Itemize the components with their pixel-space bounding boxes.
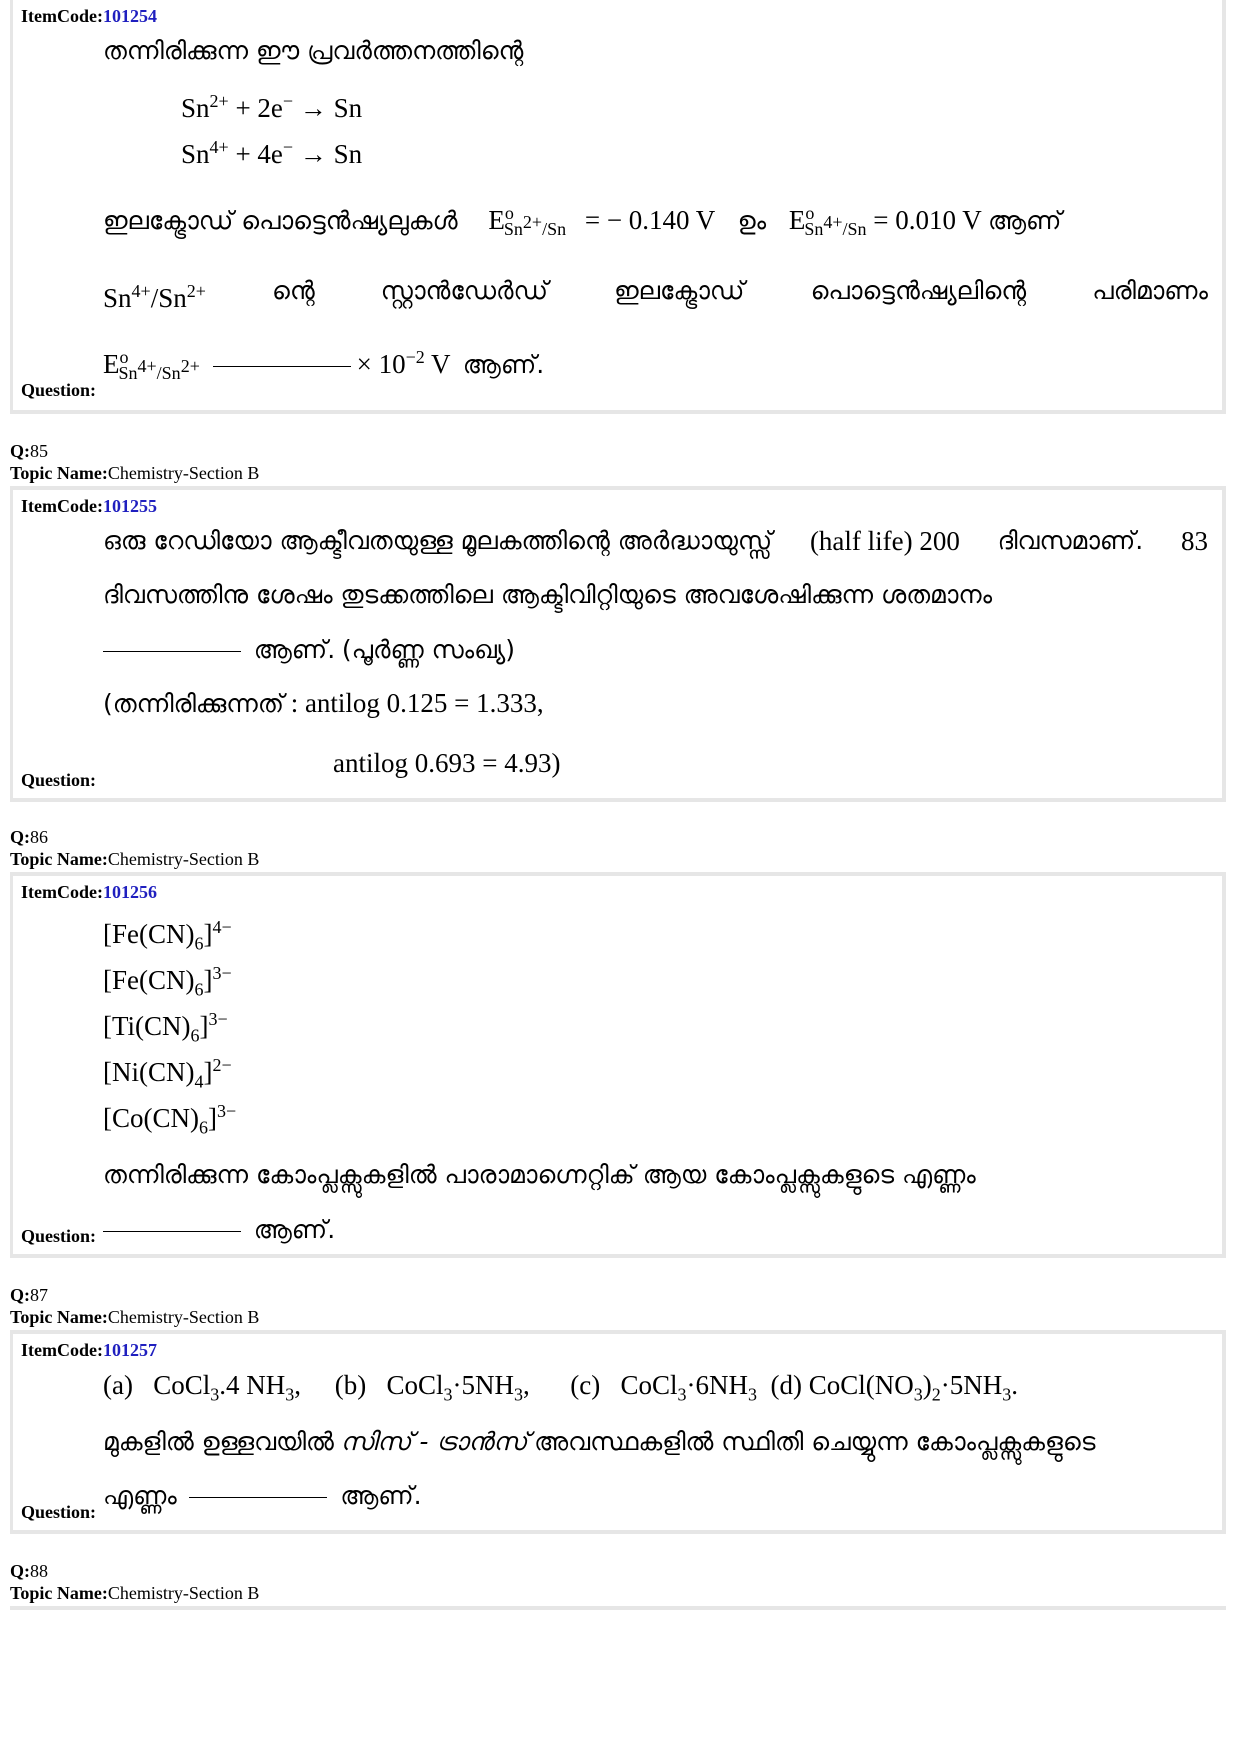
topic-name: Topic Name:Chemistry-Section B [10,1583,260,1603]
item-code: ItemCode:101257 [21,1340,157,1360]
question-text-line: മുകളിൽ ഉള്ളവയിൽ സിസ് - ട്രാൻസ് അവസ്ഥകളിൽ സ്ഥിതി ചെയ്യുന്ന കോംപ്ലക്സുകളുടെ [103,1427,1096,1456]
item-code: ItemCode:101254 [21,6,157,26]
question-number: Q:86 [10,827,48,847]
question-box-101254 [10,0,1226,414]
divider [10,1606,1226,1610]
question-text-line: തന്നിരിക്കുന്ന കോംപ്ലക്സുകളിൽ പാരാമാഗ്നെറ്റിക് ആയ കോംപ്ലക്സുകളുടെ എണ്ണം [103,1160,976,1189]
question-number: Q:88 [10,1561,48,1581]
complex-formula: $[Co(CN)_6]^{3-}$ [103,1101,237,1138]
question-text-line: antilog 0.693 = 4.93) [333,748,561,778]
question-label: Question: [21,1502,97,1522]
topic-name: Topic Name:Chemistry-Section B [10,849,260,869]
question-text-line: എണ്ണം ആണ്. [103,1481,422,1510]
options-line: (a) CoCl$_3$.4 $NH_3$, (b) $CoCl_3\cdot 5NH_3$, (c) $CoCl_3\cdot 6NH_3$ (d) $CoCl(NO_3)_2\cdot 5NH_3$. [103,1370,1019,1405]
question-text-line: ആണ്. (പൂർണ്ണ സംഖ്യ) [103,632,1208,667]
question-box-101256 [10,872,1226,1258]
equation: $Sn^{2+} + 2e^- \to Sn$ [181,91,363,123]
question-box-101257 [10,1330,1226,1534]
question-text-line: തന്നിരിക്കുന്ന ഈ പ്രവർത്തനത്തിന്റെ [103,36,524,65]
question-text-line: ആണ്. [103,1212,1208,1247]
question-text-line: ഒരു റേഡിയോ ആക്ടീവതയുള്ള മൂലകത്തിന്റെ അർദ്ധായുസ്സ് (half life) 200 ദിവസമാണ്. 83 [103,526,1208,556]
question-text-line: (തന്നിരിക്കുന്നത് : antilog 0.125 = 1.333, [103,688,544,718]
equation: $Sn^{4+} + 4e^- \to Sn$ [181,137,363,169]
item-code: ItemCode:101255 [21,496,157,516]
complex-formula: $[Ni(CN)_4]^{2-}$ [103,1055,232,1092]
topic-name: Topic Name:Chemistry-Section B [10,463,260,483]
complex-formula: $[Fe(CN)_6]^{4-}$ [103,917,232,954]
question-label: Question: [21,380,97,400]
complex-formula: $[Ti(CN)_6]^{3-}$ [103,1009,228,1046]
question-label: Question: [21,770,97,790]
question-number: Q:85 [10,441,48,461]
question-text-line: $Sn^{4+}/Sn^{2+}$ ന്റെ സ്റ്റാൻഡേർഡ് ഇലക്ട്രോഡ് പൊട്ടെൻഷ്യലിന്റെ പരിമാണം [103,276,1208,313]
question-text-line: $E^o_{Sn^{4+}/Sn^{2+}} \times 10^{-2}$ V ആണ്. [103,347,545,384]
question-number: Q:87 [10,1285,48,1305]
complex-formula: $[Fe(CN)_6]^{3-}$ [103,963,232,1000]
question-text-line: ദിവസത്തിനു ശേഷം തുടക്കത്തിലെ ആക്ടിവിറ്റിയുടെ അവശേഷിക്കുന്ന ശതമാനം [103,580,993,609]
question-label: Question: [21,1226,97,1246]
question-box-101255 [10,486,1226,802]
question-text-line: ഇലക്ട്രോഡ് പൊട്ടെൻഷ്യലുകൾ $E^o_{Sn^{2+}/Sn}$ = − 0.140 V ഉം $E^o_{Sn^{4+}/Sn} = 0.010$ V ആണ് [103,203,1062,240]
item-code: ItemCode:101256 [21,882,157,902]
topic-name: Topic Name:Chemistry-Section B [10,1307,260,1327]
